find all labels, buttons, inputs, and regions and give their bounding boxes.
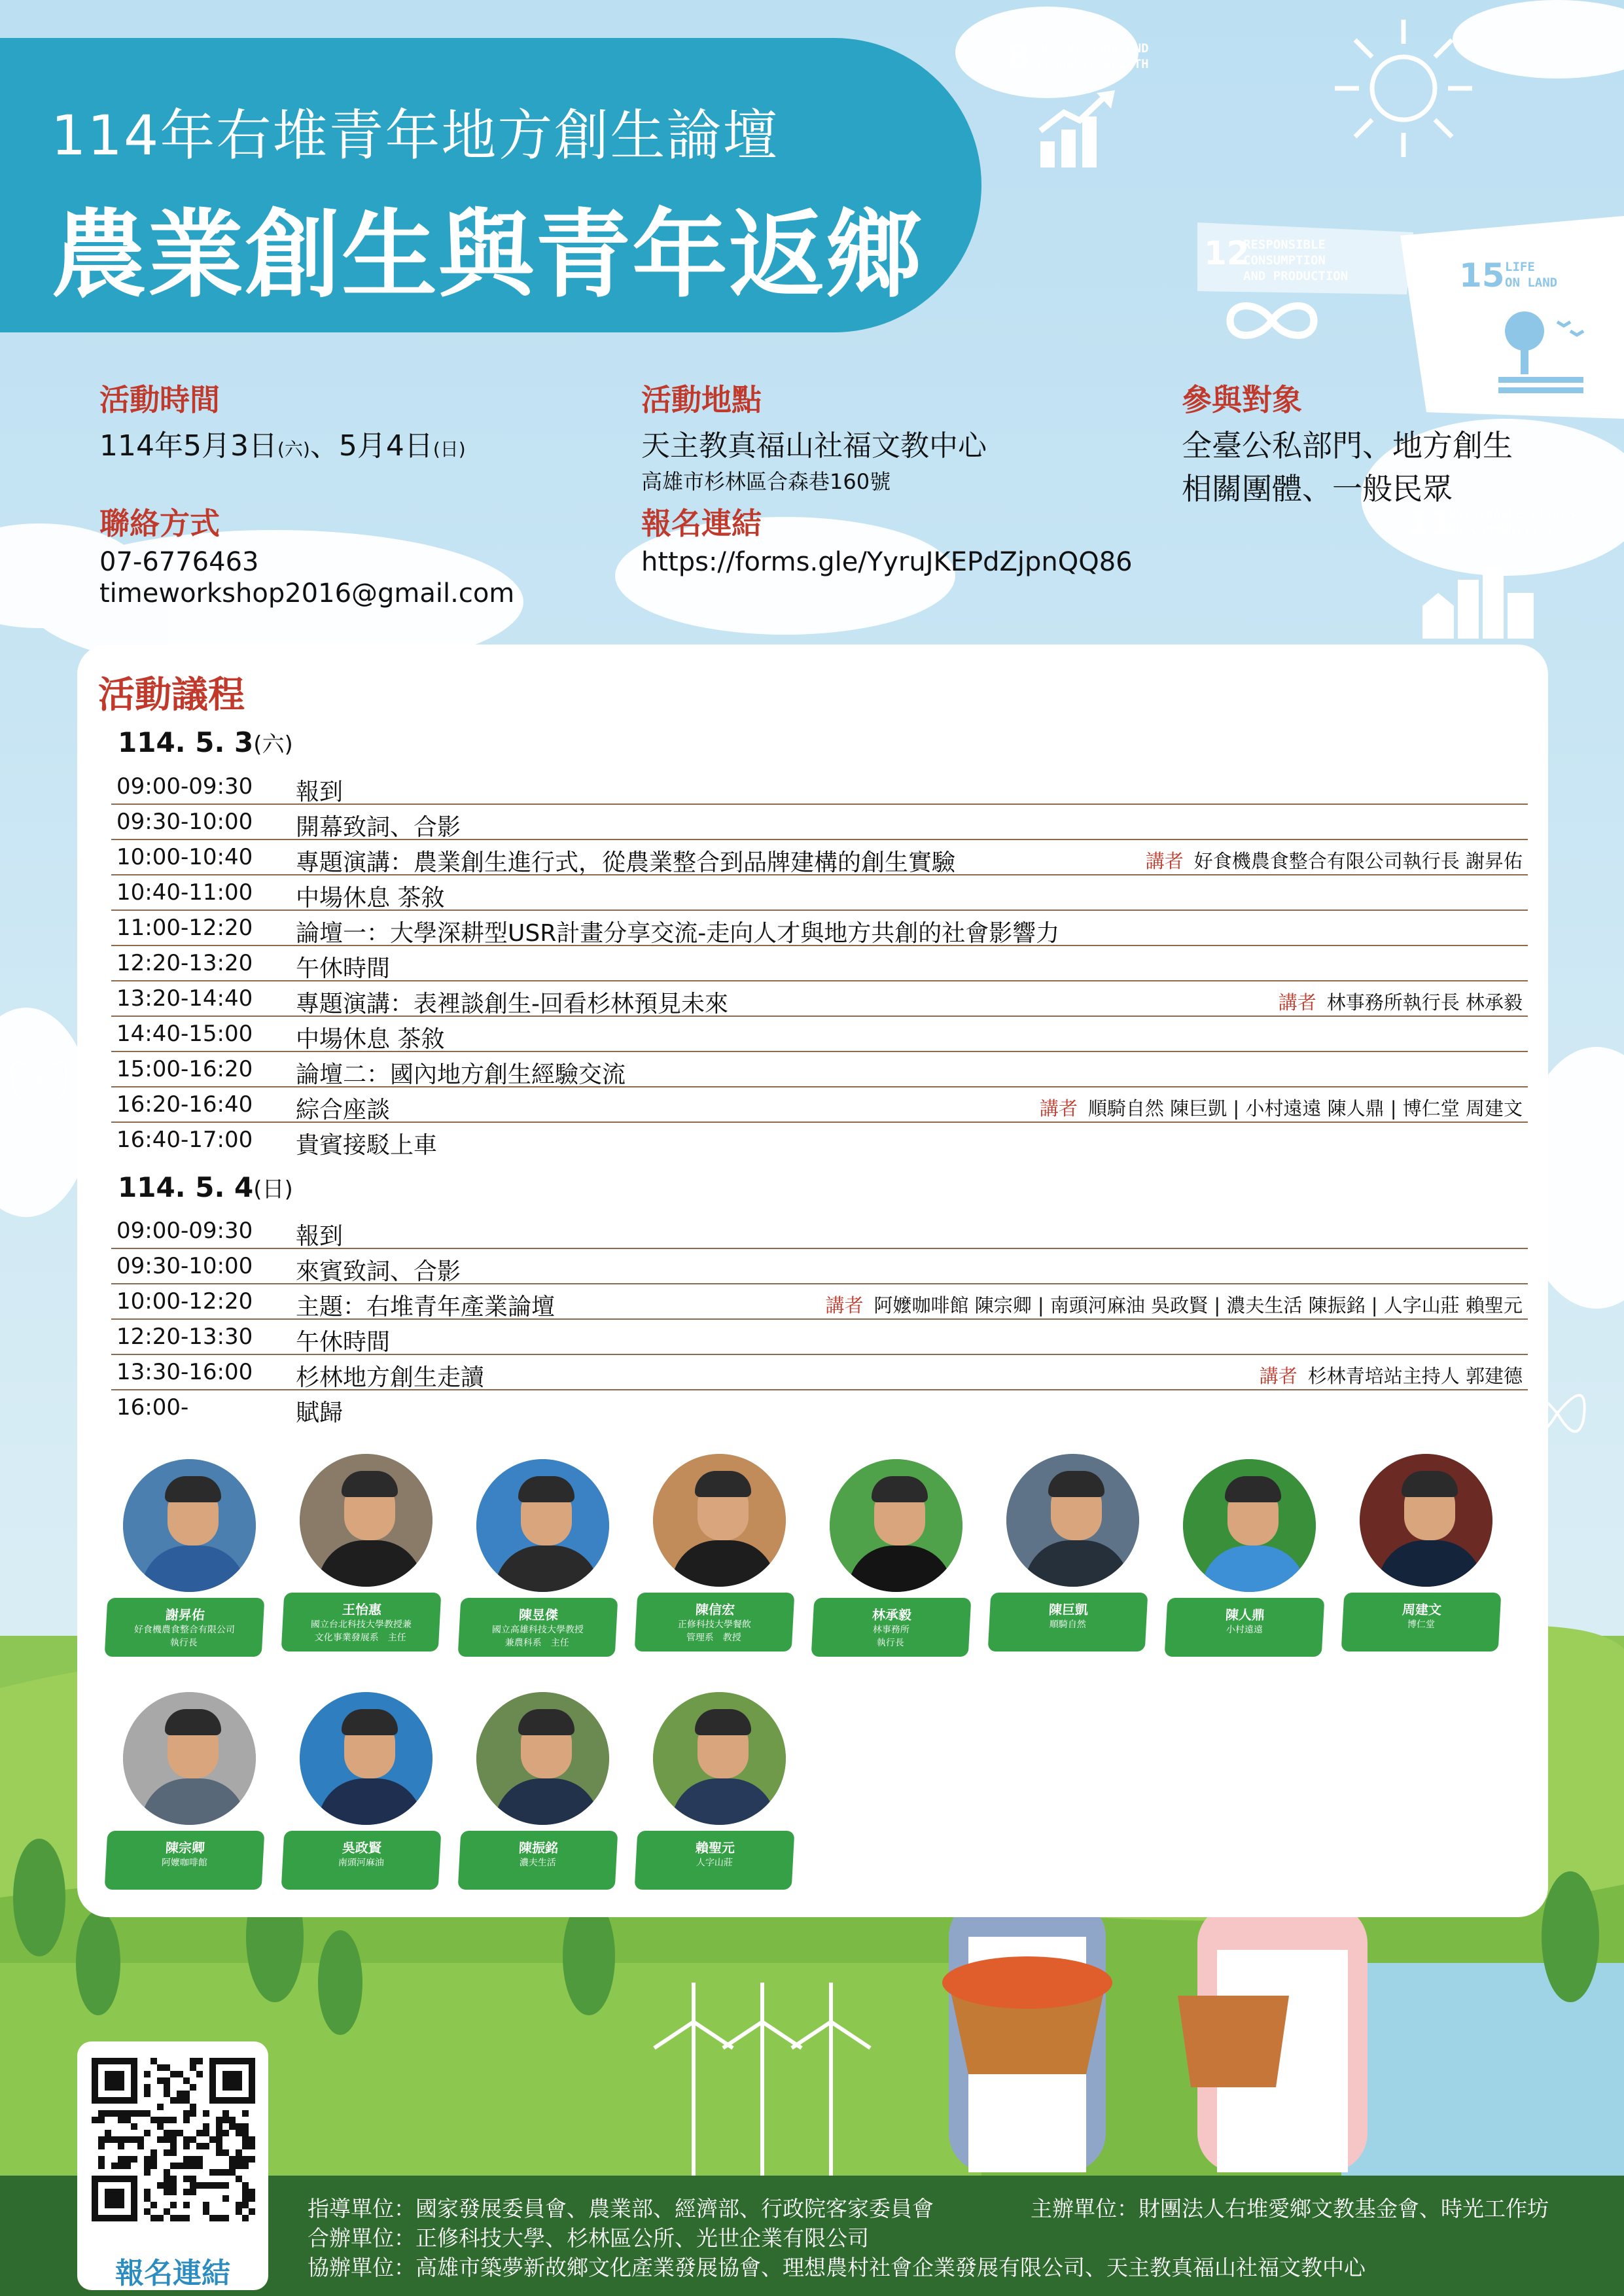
speaker-role: 好食機農食整合有限公司 執行長 xyxy=(133,1625,236,1648)
growth-chart-icon xyxy=(1034,90,1119,169)
agenda-item: 論壇二：國內地方創生經驗交流 xyxy=(296,1061,626,1088)
tree-icon xyxy=(1498,305,1610,397)
agenda-time: 13:30-16:00 xyxy=(116,1359,253,1385)
agenda-item: 專題演講：表裡談創生-回看杉林預見未來 xyxy=(296,991,728,1017)
agenda-row xyxy=(111,1017,1528,1052)
agenda-row xyxy=(111,769,1528,805)
speaker-name: 賴聖元 xyxy=(695,1840,735,1856)
agenda-row xyxy=(111,1284,1528,1320)
agenda-time: 10:40-11:00 xyxy=(116,879,253,906)
agenda-item: 專題演講：農業創生進行式，從農業整合到品牌建構的創生實驗 xyxy=(296,849,956,876)
speaker-names: 杉林青培站主持人 郭建德 xyxy=(1307,1365,1523,1387)
agenda-time: 13:20-14:40 xyxy=(116,985,253,1012)
agenda-row xyxy=(111,1123,1528,1158)
speaker-tag xyxy=(105,1598,265,1657)
contact-heading: 聯絡方式 xyxy=(99,506,220,541)
speaker-name: 陳振銘 xyxy=(518,1840,559,1856)
speaker-photo xyxy=(1179,1455,1320,1596)
speaker-name: 謝昇佑 xyxy=(165,1607,205,1623)
agenda-time: 10:00-12:20 xyxy=(116,1288,253,1315)
speaker-name: 陳巨凱 xyxy=(1048,1602,1089,1617)
agenda-title: 活動議程 xyxy=(98,674,245,716)
speaker-card xyxy=(989,1450,1153,1659)
agenda-item: 午休時間 xyxy=(296,1329,391,1356)
agenda-time: 09:30-10:00 xyxy=(116,809,253,835)
agenda-row xyxy=(111,1249,1528,1284)
speaker-name: 林承毅 xyxy=(872,1607,912,1623)
speaker-label: 講者 xyxy=(1259,1365,1297,1387)
speaker-name: 吳政賢 xyxy=(342,1840,382,1856)
speaker-tag xyxy=(105,1831,265,1890)
speaker-label: 講者 xyxy=(1278,991,1316,1014)
sdg-goal-8-badge: 8 DECENT WORK AND ECONOMIC GROWTH xyxy=(1008,38,1165,175)
speaker-photo xyxy=(472,1688,613,1829)
speaker-card xyxy=(459,1688,623,1898)
agenda-item: 杉林地方創生走讀 xyxy=(296,1364,485,1391)
speaker-role: 南頭河麻油 xyxy=(338,1858,385,1868)
audience-line-1: 全臺公私部門、地方創生 xyxy=(1182,428,1513,463)
speaker-role: 濃夫生活 xyxy=(519,1858,557,1868)
day1-heading: 114. 5. 3(六) xyxy=(118,726,293,758)
agenda-speakers xyxy=(1146,847,1523,874)
speaker-card xyxy=(813,1455,976,1665)
agenda-row xyxy=(111,1214,1528,1249)
speaker-photo xyxy=(1356,1450,1496,1591)
venue-name: 天主教真福山社福文教中心 xyxy=(641,429,987,463)
contact-phone: 07-6776463 xyxy=(99,547,259,577)
audience-line-2: 相關團體、一般民眾 xyxy=(1182,471,1453,506)
agenda-item: 賦歸 xyxy=(296,1400,344,1426)
venue-address: 高雄市杉林區合森巷160號 xyxy=(641,469,891,494)
speaker-name: 陳昱傑 xyxy=(518,1607,559,1623)
speaker-names: 阿嬤咖啡館 陳宗卿 | 南頭河麻油 吳政賢 | 濃夫生活 陳振銘 | 人字山莊 賴聖元 xyxy=(874,1294,1523,1316)
city-icon xyxy=(1422,567,1540,639)
speaker-tag xyxy=(458,1598,618,1657)
agenda-row xyxy=(111,1355,1528,1390)
agenda-row xyxy=(111,875,1528,911)
speaker-names: 林事務所執行長 林承毅 xyxy=(1326,991,1523,1014)
agenda-time: 09:00-09:30 xyxy=(116,773,253,800)
speaker-name: 王怡惠 xyxy=(342,1602,382,1617)
agenda-row xyxy=(111,1390,1528,1426)
sdg-goal-11-badge: 11 SUSTAINABLE CITIES AND COMMUNITIES xyxy=(1407,504,1577,641)
infinity-icon xyxy=(1220,294,1324,347)
contact-section xyxy=(99,500,514,609)
speaker-tag xyxy=(281,1831,442,1890)
speaker-role: 人字山莊 xyxy=(696,1858,733,1868)
qr-label: 報名連結 xyxy=(115,2257,230,2290)
agenda-item: 主題：右堆青年產業論壇 xyxy=(296,1294,556,1320)
register-heading: 報名連結 xyxy=(641,506,762,541)
agenda-speakers xyxy=(1279,988,1523,1015)
agenda-item: 貴賓接駁上車 xyxy=(296,1132,438,1159)
agenda-row xyxy=(111,1087,1528,1123)
speaker-names: 順騎自然 陳巨凱 | 小村遠遠 陳人鼎 | 博仁堂 周建文 xyxy=(1087,1097,1523,1120)
speaker-label: 講者 xyxy=(1039,1097,1078,1120)
speaker-tag xyxy=(281,1593,442,1651)
agenda-item: 綜合座談 xyxy=(296,1097,391,1123)
agenda-time: 12:20-13:30 xyxy=(116,1324,253,1350)
agenda-row xyxy=(111,981,1528,1017)
contact-email[interactable]: timeworkshop2016@gmail.com xyxy=(99,578,515,609)
organizer-units: 主辦單位：財團法人右堆愛鄉文教基金會、時光工作坊 xyxy=(1031,2196,1549,2221)
speaker-role: 林事務所 執行長 xyxy=(872,1625,910,1648)
sdg-goal-12-badge: 12 RESPONSIBLE CONSUMPTION AND PRODUCTION xyxy=(1204,234,1374,352)
agenda-time: 16:40-17:00 xyxy=(116,1127,253,1153)
agenda-row xyxy=(111,805,1528,840)
agenda-item: 論壇一：大學深耕型USR計畫分享交流-走向人才與地方共創的社會影響力 xyxy=(296,920,1060,947)
speaker-label: 講者 xyxy=(825,1294,864,1316)
speaker-card xyxy=(636,1688,800,1898)
speaker-name: 陳信宏 xyxy=(695,1602,735,1617)
speaker-photo xyxy=(296,1450,436,1591)
agenda-time: 11:00-12:20 xyxy=(116,915,253,941)
speaker-tag xyxy=(1341,1593,1502,1651)
speaker-card xyxy=(283,1450,446,1659)
register-link[interactable]: https://forms.gle/YyruJKEPdZjpnQQ86 xyxy=(641,547,1133,577)
speaker-photo xyxy=(472,1455,613,1596)
qr-code-icon[interactable] xyxy=(92,2058,255,2221)
audience-section xyxy=(1182,376,1513,508)
advisory-units: 指導單位：國家發展委員會、農業部、經濟部、行政院客家委員會 xyxy=(308,2196,934,2221)
agenda-speakers xyxy=(1040,1094,1523,1121)
register-section xyxy=(641,500,1133,577)
speaker-tag xyxy=(1165,1598,1325,1657)
speaker-tag xyxy=(635,1593,795,1651)
agenda-item: 中場休息 茶敘 xyxy=(296,1026,445,1053)
speaker-card xyxy=(1166,1455,1330,1665)
agenda-row xyxy=(111,911,1528,946)
speaker-tag xyxy=(458,1831,618,1890)
speaker-tag xyxy=(988,1593,1148,1651)
speaker-photo xyxy=(296,1688,436,1829)
speaker-tag xyxy=(811,1598,972,1657)
forum-title: 114年右堆青年地方創生論壇 xyxy=(51,103,779,168)
place-heading: 活動地點 xyxy=(641,382,762,417)
speaker-photo xyxy=(649,1450,790,1591)
agenda-item: 中場休息 茶敘 xyxy=(296,885,445,911)
audience-heading: 參與對象 xyxy=(1182,382,1302,417)
agenda-item: 開幕致詞、合影 xyxy=(296,814,461,841)
speaker-role: 國立高雄科技大學教授 兼農科系 主任 xyxy=(491,1625,584,1648)
speaker-card xyxy=(283,1688,446,1898)
forum-theme: 農業創生與青年返鄉 xyxy=(51,200,923,311)
agenda-time: 16:20-16:40 xyxy=(116,1091,253,1118)
speaker-role: 國立台北科技大學教授兼 文化事業發展系 主任 xyxy=(310,1619,412,1643)
sdg-goal-15-badge: 15 LIFE ON LAND xyxy=(1459,256,1603,407)
speaker-role: 小村遠遠 xyxy=(1226,1625,1263,1635)
agenda-speakers xyxy=(1260,1362,1523,1388)
speaker-card xyxy=(636,1450,800,1659)
speaker-card xyxy=(106,1688,270,1898)
speaker-role: 博仁堂 xyxy=(1407,1619,1436,1630)
agenda-item: 來賓致詞、合影 xyxy=(296,1258,461,1285)
agenda-item: 報到 xyxy=(296,1223,344,1250)
agenda-time: 10:00-10:40 xyxy=(116,844,253,870)
co-organizer-units: 合辦單位：正修科技大學、杉林區公所、光世企業有限公司 xyxy=(308,2225,869,2251)
speaker-photo xyxy=(649,1688,790,1829)
speaker-role: 阿嬤咖啡館 xyxy=(161,1858,208,1868)
agenda-item: 報到 xyxy=(296,779,344,805)
time-heading: 活動時間 xyxy=(99,382,220,417)
speaker-name: 陳宗卿 xyxy=(165,1840,205,1856)
event-dates: 114年5月3日(六)、5月4日(日) xyxy=(99,429,466,463)
agenda-time: 12:20-13:20 xyxy=(116,950,253,976)
agenda-row xyxy=(111,840,1528,875)
agenda-item: 午休時間 xyxy=(296,955,391,982)
agenda-row xyxy=(111,1052,1528,1087)
agenda-row xyxy=(111,946,1528,981)
speaker-card xyxy=(459,1455,623,1665)
speaker-role: 正修科技大學餐飲 管理系 教授 xyxy=(677,1619,752,1643)
agenda-time: 15:00-16:20 xyxy=(116,1056,253,1082)
speaker-card xyxy=(1343,1450,1506,1659)
assisting-units: 協辦單位：高雄市築夢新故鄉文化產業發展協會、理想農村社會企業發展有限公司、天主教真福山社福文教中心 xyxy=(308,2255,1366,2280)
agenda-time: 09:00-09:30 xyxy=(116,1218,253,1244)
speaker-tag xyxy=(635,1831,795,1890)
agenda-time: 09:30-10:00 xyxy=(116,1253,253,1279)
agenda-row xyxy=(111,1320,1528,1355)
agenda-time: 14:40-15:00 xyxy=(116,1021,253,1047)
speaker-photo xyxy=(826,1455,966,1596)
place-section xyxy=(641,376,987,495)
speaker-photo xyxy=(1002,1450,1143,1591)
speaker-names: 好食機農食整合有限公司執行長 謝昇佑 xyxy=(1193,850,1523,872)
speaker-photo xyxy=(119,1455,260,1596)
speaker-name: 陳人鼎 xyxy=(1225,1607,1265,1623)
time-section xyxy=(99,376,466,464)
speaker-label: 講者 xyxy=(1145,850,1184,872)
speaker-photo xyxy=(119,1688,260,1829)
speaker-role: 順騎自然 xyxy=(1049,1619,1087,1630)
agenda-time: 16:00- xyxy=(116,1394,189,1421)
speaker-card xyxy=(106,1455,270,1665)
agenda-speakers xyxy=(825,1291,1523,1318)
day2-heading: 114. 5. 4(日) xyxy=(118,1171,293,1203)
speaker-name: 周建文 xyxy=(1402,1602,1442,1617)
